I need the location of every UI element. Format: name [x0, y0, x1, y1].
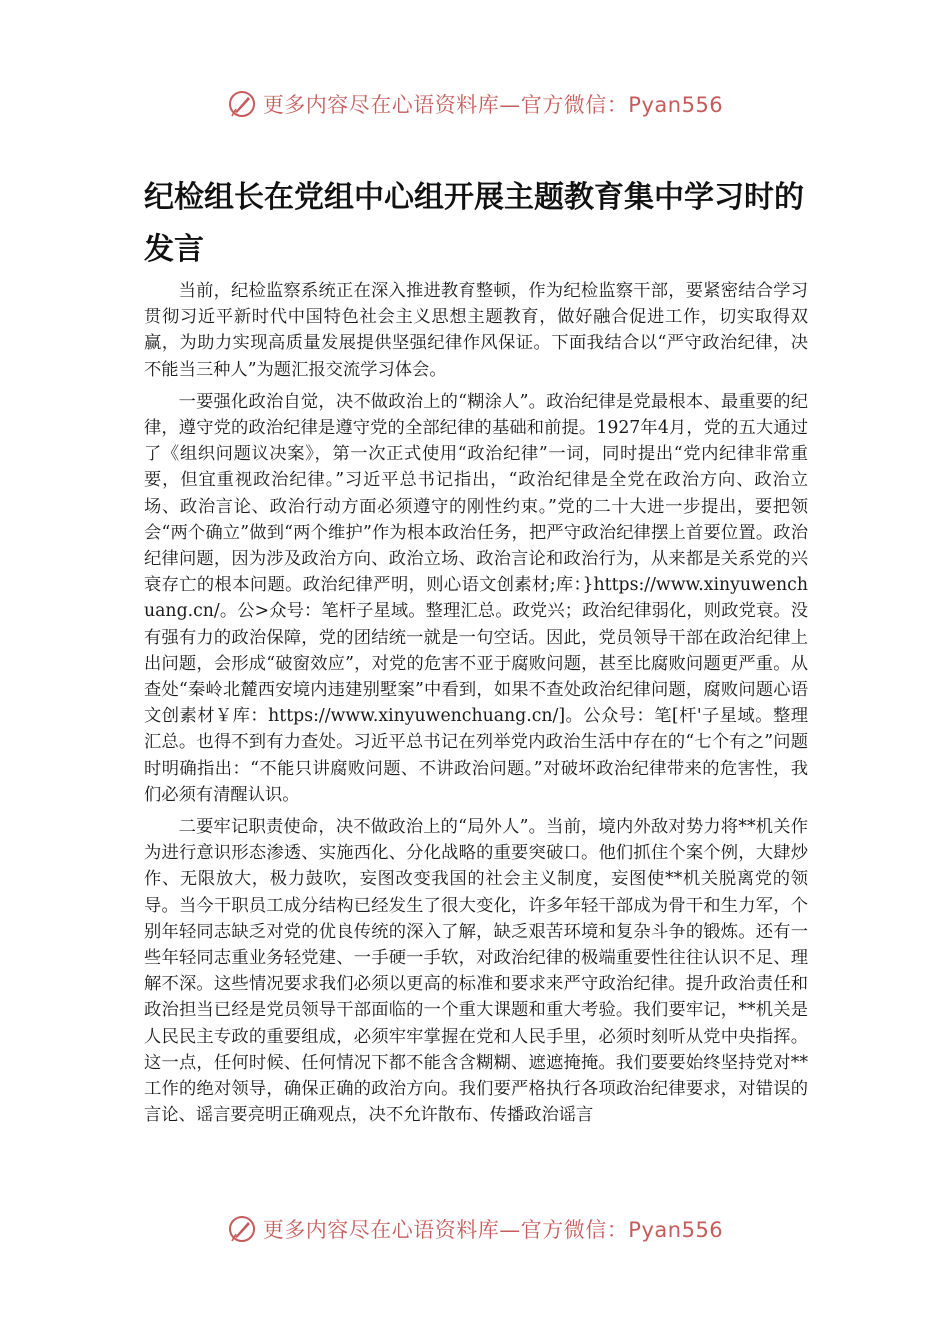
watermark-banner-bottom — [0, 1209, 950, 1249]
quill-logo-icon — [227, 1214, 257, 1244]
watermark-text: 更多内容尽在心语资料库—官方微信：Pyan556 — [262, 1218, 724, 1242]
paragraph-point-two: 二要牢记职责使命，决不做政治上的“局外人”。当前，境内外敌对势力将**机关作为进行意识形态渗透、实施西化、分化战略的重要突破口。他们抓住个案个例，大肆炒作、无限放大，极力鼓吹，妄图改变我国的社会主义制度，妄图使**机关脱离党的领导。当今干职员工成分结构已经发生了很大变化，许多年轻干部成为骨干和生力军，个别年轻同志缺乏对党的优良传统的深入了解，缺乏艰苦环境和复杂斗争的锻炼。还有一些年轻同志重业务轻党建、一手硬一手软，对政治纪律的极端重要性往往认识不足、理解不深。这些情况要求我们必须以更高的标准和要求来严守政治纪律。提升政治责任和政治担当已经是党员领导干部面临的一个重大课题和重大考验。我们要牢记，**机关是人民民主专政的重要组成，必须牢牢掌握在党和人民手里，必须时刻听从党中央指挥。这一点，任何时候、任何情况下都不能含含糊糊、遮遮掩掩。我们要要始终坚持党对**工作的绝对领导，确保正确的政治方向。我们要严格执行各项政治纪律要求，对错误的言论、谣言要亮明正确观点，决不允许散布、传播政治谣言 — [144, 817, 808, 1126]
watermark-text: 更多内容尽在心语资料库—官方微信：Pyan556 — [262, 93, 724, 117]
document-title: 纪检组长在党组中心组开展主题教育集中学习时的发言 — [144, 180, 804, 267]
watermark-banner-top — [0, 84, 950, 124]
paragraph-intro: 当前，纪检监察系统正在深入推进教育整顿，作为纪检监察干部，要紧密结合学习贯彻习近平新时代中国特色社会主义思想主题教育，做好融合促进工作，切实取得双赢，为助力实现高质量发展提供坚强纪律作风保证。下面我结合以“严守政治纪律，决不能当三种人”为题汇报交流学习体会。 — [144, 281, 808, 380]
paragraph-point-one: 一要强化政治自觉，决不做政治上的“糊涂人”。政治纪律是党最根本、最重要的纪律，遵守党的政治纪律是遵守党的全部纪律的基础和前提。1927年4月，党的五大通过了《组织问题议决案》，第一次正式使用“政治纪律”一词，同时提出“党内纪律非常重要，但宜重视政治纪律。”习近平总书记指出，“政治纪律是全党在政治方向、政治立场、政治言论、政治行动方面必须遵守的刚性约束。”党的二十大进一步提出，要把领会“两个确立”做到“两个维护”作为根本政治任务，把严守政治纪律摆上首要位置。政治纪律问题，因为涉及政治方向、政治立场、政治言论和政治行为，从来都是关系党的兴衰存亡的根本问题。政治纪律严明，则心语文创素材;库：}https://www.xinyuwenchuang.cn/。公>众号：笔杆子星域。整理汇总。政党兴；政治纪律弱化，则政党衰。没有强有力的政治保障，党的团结统一就是一句空话。因此，党员领导干部在政治纪律上出问题，会形成“破窗效应”，对党的危害不亚于腐败问题，甚至比腐败问题更严重。从查处“秦岭北麓西安境内违建别墅案”中看到，如果不查处政治纪律问题，腐败问题心语文创素材￥库：https://www.xinyuwenchuang.cn/]。公众号：笔[杆'子星域。整理汇总。也得不到有力查处。习近平总书记在列举党内政治生活中存在的“七个有之”问题时明确指出：“不能只讲腐败问题、不讲政治问题。”对破坏政治纪律带来的危害性，我们必须有清醒认识。 — [144, 391, 808, 805]
document-body — [144, 278, 808, 1135]
quill-logo-icon — [227, 89, 257, 119]
